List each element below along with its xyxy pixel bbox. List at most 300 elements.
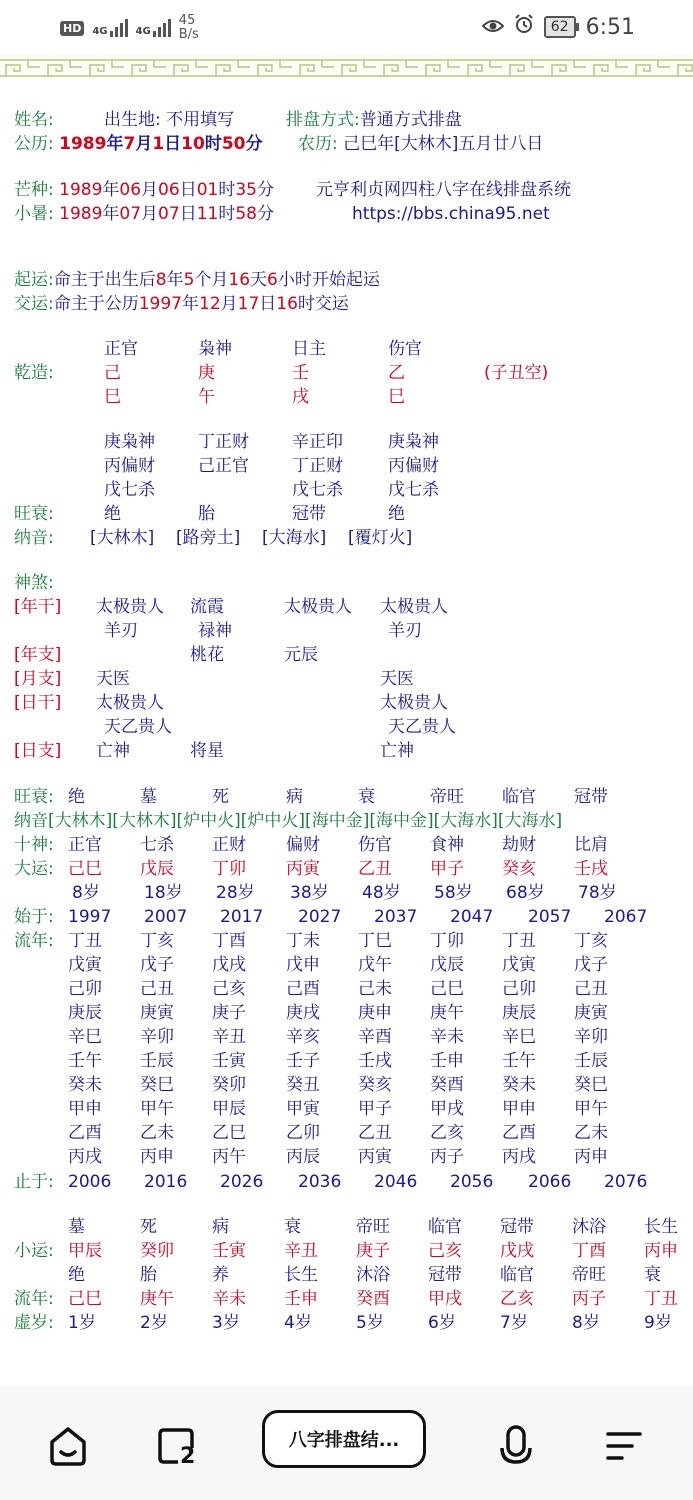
liunian-ganzhi: 癸未 <box>502 1075 536 1095</box>
dayun-ganzhi: 壬戌 <box>574 859 608 879</box>
xiaoyun-state: 绝 <box>68 1265 85 1285</box>
xiaoyun-state: 沐浴 <box>356 1265 390 1285</box>
xiaoyun-label: 小运: <box>14 1241 54 1261</box>
home-icon <box>46 1424 90 1468</box>
xiaoyun-state: 帝旺 <box>356 1217 390 1237</box>
pillar-branch: 戌 <box>292 387 309 407</box>
battery-level: 62 <box>550 19 569 35</box>
xiaoyun-state: 冠带 <box>500 1217 534 1237</box>
shensha-item: 禄神 <box>198 621 232 641</box>
dayun-end-year: 2046 <box>374 1172 418 1192</box>
liunian-ganzhi: 辛丑 <box>212 1027 246 1047</box>
dayun-start-year: 2057 <box>528 907 572 927</box>
hidden-stem: 丁正财 <box>292 456 343 476</box>
liunian-ganzhi: 庚戌 <box>286 1003 320 1023</box>
dayun-end-year: 2016 <box>144 1172 188 1192</box>
shensha-item: 羊刃 <box>104 621 138 641</box>
liunian-ganzhi: 庚辰 <box>502 1003 536 1023</box>
liunian-ganzhi: 癸丑 <box>286 1075 320 1095</box>
shensha-item: 天医 <box>96 669 130 689</box>
speed-unit: B/s <box>178 27 199 42</box>
dayun-start-year: 2017 <box>220 907 264 927</box>
liunian-ganzhi: 壬戌 <box>358 1051 392 1071</box>
liunian-ganzhi: 己亥 <box>212 979 246 999</box>
liunian-ganzhi: 乙巳 <box>212 1123 246 1143</box>
unit: 日 <box>179 180 197 200</box>
liunian-ganzhi: 壬辰 <box>574 1051 608 1071</box>
pillar-stem: 庚 <box>198 363 215 383</box>
menu-button[interactable] <box>600 1422 648 1470</box>
dayun-age: 58岁 <box>434 883 473 903</box>
liunian-ganzhi: 庚申 <box>358 1003 392 1023</box>
pillar-stem: 乙 <box>388 363 405 383</box>
shensha-item: 亡神 <box>380 741 414 761</box>
qianzao-label: 乾造: <box>14 363 54 383</box>
xiaoyun-liunian: 丙子 <box>572 1289 606 1309</box>
site-url-link[interactable]: https://bbs.china95.net <box>352 204 550 224</box>
xiaoyun-liunian: 庚午 <box>140 1289 174 1309</box>
pillar-nayin: [大海水] <box>262 528 327 548</box>
menu-icon <box>602 1424 646 1468</box>
liunian-ganzhi: 癸亥 <box>358 1075 392 1095</box>
mangzhong-label: 芒种: <box>14 180 54 200</box>
end-label: 止于: <box>14 1172 54 1192</box>
unit: 月 <box>141 204 159 224</box>
liunian-ganzhi: 辛卯 <box>140 1027 174 1047</box>
unit: 个月 <box>194 270 229 290</box>
hidden-stem: 丙偏财 <box>388 456 439 476</box>
xusui-age: 5岁 <box>356 1313 384 1333</box>
xiaoyun-state: 胎 <box>140 1265 157 1285</box>
liunian-ganzhi: 癸巳 <box>574 1075 608 1095</box>
shensha-item: 天乙贵人 <box>104 717 172 737</box>
liunian-ganzhi: 己酉 <box>286 979 320 999</box>
xiaoyun-ganzhi: 己亥 <box>428 1241 462 1261</box>
xiaoyun-liunian-label: 流年: <box>14 1289 54 1309</box>
liunian-ganzhi: 辛巳 <box>502 1027 536 1047</box>
xiaoyun-ganzhi: 庚子 <box>356 1241 390 1261</box>
network-type-1: 4G <box>92 26 108 37</box>
mangzhong-row <box>14 179 274 201</box>
shensha-item: 太极贵人 <box>96 597 164 617</box>
dayun-age: 78岁 <box>578 883 617 903</box>
xusui-age: 7岁 <box>500 1313 528 1333</box>
name-label: 姓名: <box>14 110 54 130</box>
dayun-wangshuai-label: 旺衰: <box>14 787 54 807</box>
dayun-shishen: 正官 <box>68 835 102 855</box>
dayun-ganzhi: 丁卯 <box>212 859 246 879</box>
signal-2 <box>136 19 171 37</box>
status-bar <box>0 0 693 56</box>
hidden-stem: 戊七杀 <box>292 480 343 500</box>
voice-button[interactable] <box>492 1422 540 1470</box>
network-type-2: 4G <box>135 26 151 37</box>
shensha-item: 天乙贵人 <box>388 717 456 737</box>
unit: 时 <box>218 204 236 224</box>
liunian-ganzhi: 丁未 <box>286 931 320 951</box>
liunian-ganzhi: 乙未 <box>574 1123 608 1143</box>
signal-1 <box>92 19 127 37</box>
tabs-button[interactable] <box>152 1422 200 1470</box>
dayun-shishen: 伤官 <box>358 835 392 855</box>
shensha-item: 将星 <box>190 741 224 761</box>
solar-year: 1989 <box>59 134 107 154</box>
unit: 年 <box>102 204 120 224</box>
shishen-label: 十神: <box>14 835 54 855</box>
dayun-shishen: 七杀 <box>140 835 174 855</box>
day: 07 <box>158 204 180 224</box>
page-title: 八字排盘结... <box>288 1430 400 1451</box>
page-title-button[interactable] <box>262 1410 426 1468</box>
dayun-label: 大运: <box>14 859 54 879</box>
liunian-ganzhi: 甲午 <box>140 1099 174 1119</box>
name-row <box>14 109 54 131</box>
liunian-ganzhi: 己未 <box>358 979 392 999</box>
pillar-wangshuai: 绝 <box>388 504 405 524</box>
liunian-ganzhi: 丙午 <box>212 1147 246 1167</box>
unit: 年 <box>102 180 120 200</box>
dayun-age: 8岁 <box>72 883 100 903</box>
unit: 年 <box>182 294 199 314</box>
dayun-ganzhi: 乙丑 <box>358 859 392 879</box>
microphone-icon <box>494 1424 538 1468</box>
xusui-age: 6岁 <box>428 1313 456 1333</box>
liunian-ganzhi: 己丑 <box>140 979 174 999</box>
unit: 日 <box>259 294 277 314</box>
liunian-ganzhi: 丁酉 <box>212 931 246 951</box>
liunian-ganzhi: 丙寅 <box>358 1147 392 1167</box>
liunian-ganzhi: 乙酉 <box>502 1123 536 1143</box>
dayun-end-year: 2006 <box>68 1172 112 1192</box>
xusui-age: 3岁 <box>212 1313 240 1333</box>
method-value: 普通方式排盘 <box>359 110 462 130</box>
xiaoyun-state: 衰 <box>284 1217 301 1237</box>
hour: 01 <box>196 180 219 200</box>
unit: 月 <box>141 180 159 200</box>
hd-icon: HD <box>60 21 84 36</box>
pillar-nayin-label: 纳音: <box>14 528 54 548</box>
liunian-ganzhi: 辛巳 <box>68 1027 102 1047</box>
unit: 时 <box>218 180 236 200</box>
battery-icon <box>544 16 576 38</box>
hidden-stem: 丙偏财 <box>104 456 155 476</box>
liunian-ganzhi: 丙戌 <box>68 1147 102 1167</box>
day: 06 <box>158 180 180 200</box>
liunian-ganzhi: 庚辰 <box>68 1003 102 1023</box>
liunian-ganzhi: 辛酉 <box>358 1027 392 1047</box>
pillar-stem: 壬 <box>292 363 309 383</box>
xusui-age: 2岁 <box>140 1313 168 1333</box>
liunian-ganzhi: 戊寅 <box>68 955 102 975</box>
pillar-nayin: [大林木] <box>90 528 155 548</box>
pillar-wangshuai: 冠带 <box>292 504 326 524</box>
dayun-shishen: 偏财 <box>286 835 320 855</box>
unit: 日 <box>179 204 197 224</box>
signal-bars-icon <box>110 19 128 37</box>
pillar-tengod: 正官 <box>104 339 138 359</box>
qiyun-text: 命主于出生后 <box>53 270 156 290</box>
xiaoyun-ganzhi: 壬寅 <box>212 1241 246 1261</box>
shensha-row-label: [年支] <box>14 645 62 665</box>
liunian-ganzhi: 甲辰 <box>212 1099 246 1119</box>
liunian-label: 流年: <box>14 931 54 951</box>
liunian-ganzhi: 丁丑 <box>502 931 536 951</box>
shensha-row-label: [日支] <box>14 741 62 761</box>
pillar-tengod: 伤官 <box>388 339 422 359</box>
dayun-wangshuai: 绝 <box>68 787 85 807</box>
method-label: 排盘方式: <box>286 110 360 130</box>
browser-bottom-bar <box>0 1386 693 1500</box>
liunian-ganzhi: 甲午 <box>574 1099 608 1119</box>
xiaoyun-state: 临官 <box>500 1265 534 1285</box>
xusui-age: 1岁 <box>68 1313 96 1333</box>
clock: 6:51 <box>585 14 635 40</box>
hidden-stem: 丁正财 <box>198 432 249 452</box>
liunian-ganzhi: 己丑 <box>574 979 608 999</box>
xiaoyun-ganzhi: 丙申 <box>644 1241 678 1261</box>
liunian-ganzhi: 庚午 <box>430 1003 464 1023</box>
xusui-label: 虚岁: <box>14 1313 54 1333</box>
dayun-end-year: 2026 <box>220 1172 264 1192</box>
shensha-row-label: [日干] <box>14 693 62 713</box>
hidden-stem: 戊七杀 <box>388 480 439 500</box>
qiyun-years: 8 <box>155 270 167 290</box>
xiaoyun-liunian: 乙亥 <box>500 1289 534 1309</box>
pillar-tengod: 枭神 <box>198 339 232 359</box>
liunian-ganzhi: 壬申 <box>430 1051 464 1071</box>
site-name: 元亨利贞网四柱八字在线排盘系统 <box>316 180 571 200</box>
liunian-ganzhi: 戊戌 <box>212 955 246 975</box>
lunar-row <box>298 133 543 155</box>
liunian-ganzhi: 戊寅 <box>502 955 536 975</box>
liunian-ganzhi: 戊子 <box>574 955 608 975</box>
qiyun-row <box>14 269 380 291</box>
liunian-ganzhi: 戊午 <box>358 955 392 975</box>
network-speed <box>179 14 199 42</box>
liunian-ganzhi: 辛亥 <box>286 1027 320 1047</box>
liunian-ganzhi: 戊辰 <box>430 955 464 975</box>
jiaoyun-hour: 16 <box>276 294 298 314</box>
pillar-nayin: [路旁土] <box>176 528 241 548</box>
xiaoyun-liunian: 甲戌 <box>428 1289 462 1309</box>
liunian-ganzhi: 癸未 <box>68 1075 102 1095</box>
qiyun-label: 起运: <box>14 270 54 290</box>
liunian-ganzhi: 己卯 <box>68 979 102 999</box>
xiaoyun-ganzhi: 癸卯 <box>140 1241 174 1261</box>
hour: 11 <box>196 204 219 224</box>
dayun-ganzhi: 丙寅 <box>286 859 320 879</box>
xiaoyun-ganzhi: 丁酉 <box>572 1241 606 1261</box>
liunian-ganzhi: 乙亥 <box>430 1123 464 1143</box>
solar-hour: 10 <box>181 134 205 154</box>
qiyun-days: 16 <box>228 270 251 290</box>
liunian-ganzhi: 庚寅 <box>140 1003 174 1023</box>
liunian-ganzhi: 甲子 <box>358 1099 392 1119</box>
shensha-item: 羊刃 <box>388 621 422 641</box>
shensha-item: 太极贵人 <box>380 597 448 617</box>
xiaoyun-liunian: 辛未 <box>212 1289 246 1309</box>
liunian-ganzhi: 壬子 <box>286 1051 320 1071</box>
year: 1989 <box>59 204 103 224</box>
hidden-stem: 戊七杀 <box>104 480 155 500</box>
shensha-item: 太极贵人 <box>284 597 352 617</box>
dayun-shishen: 比肩 <box>574 835 608 855</box>
dayun-wangshuai: 冠带 <box>574 787 608 807</box>
xiaoshu-date <box>59 204 274 224</box>
liunian-ganzhi: 庚寅 <box>574 1003 608 1023</box>
shensha-title: 神煞: <box>14 573 54 593</box>
dayun-end-year: 2066 <box>528 1172 572 1192</box>
eye-icon <box>482 15 504 40</box>
qiyun-hours: 6 <box>267 270 278 290</box>
unit: 分 <box>256 204 274 224</box>
shensha-item: 亡神 <box>96 741 130 761</box>
shensha-item: 天医 <box>380 669 414 689</box>
liunian-ganzhi: 辛未 <box>430 1027 464 1047</box>
solar-minute: 50 <box>221 134 246 154</box>
liunian-ganzhi: 癸巳 <box>140 1075 174 1095</box>
xiaoyun-state: 沐浴 <box>572 1217 606 1237</box>
xiaoyun-liunian: 丁丑 <box>644 1289 678 1309</box>
pillar-wangshuai: 胎 <box>198 504 215 524</box>
unit: 日 <box>164 134 182 154</box>
xiaoyun-ganzhi: 甲辰 <box>68 1241 102 1261</box>
liunian-ganzhi: 丁巳 <box>358 931 392 951</box>
start-label: 始于: <box>14 907 54 927</box>
xiaoyun-liunian: 己巳 <box>68 1289 102 1309</box>
qiyun-text-end: 小时开始起运 <box>277 270 380 290</box>
liunian-ganzhi: 庚子 <box>212 1003 246 1023</box>
dayun-ganzhi: 甲子 <box>430 859 464 879</box>
dayun-shishen: 正财 <box>212 835 246 855</box>
dayun-start-year: 2027 <box>298 907 342 927</box>
liunian-ganzhi: 壬寅 <box>212 1051 246 1071</box>
shensha-item: 太极贵人 <box>380 693 448 713</box>
hidden-stem: 庚枭神 <box>388 432 439 452</box>
liunian-ganzhi: 甲寅 <box>286 1099 320 1119</box>
hidden-stem: 庚枭神 <box>104 432 155 452</box>
xiaoyun-state: 死 <box>140 1217 157 1237</box>
xiaoyun-liunian: 壬申 <box>284 1289 318 1309</box>
jiaoyun-text-end: 时交运 <box>297 294 349 314</box>
method-row <box>286 109 462 131</box>
home-button[interactable] <box>44 1422 92 1470</box>
dayun-age: 68岁 <box>506 883 545 903</box>
liunian-ganzhi: 己巳 <box>430 979 464 999</box>
year: 1989 <box>59 180 103 200</box>
jiaoyun-text: 命主于公历 <box>53 294 139 314</box>
liunian-ganzhi: 丁亥 <box>574 931 608 951</box>
jiaoyun-day: 17 <box>237 294 260 314</box>
jiaoyun-row <box>14 293 349 315</box>
dayun-age: 18岁 <box>144 883 183 903</box>
liunian-ganzhi: 乙未 <box>140 1123 174 1143</box>
solar-date-row <box>14 133 263 155</box>
liunian-ganzhi: 乙酉 <box>68 1123 102 1143</box>
qiyun-months: 5 <box>183 270 195 290</box>
liunian-ganzhi: 癸酉 <box>430 1075 464 1095</box>
pillar-nayin: [覆灯火] <box>348 528 413 548</box>
month: 07 <box>119 204 142 224</box>
liunian-ganzhi: 丁亥 <box>140 931 174 951</box>
unit: 分 <box>245 134 263 154</box>
shensha-item: 太极贵人 <box>96 693 164 713</box>
lunar-label: 农历: <box>298 134 338 154</box>
hidden-stem: 辛正印 <box>292 432 343 452</box>
shensha-row-label: [年干] <box>14 597 62 617</box>
unit: 天 <box>250 270 268 290</box>
dayun-start-year: 2007 <box>144 907 188 927</box>
jiaoyun-label: 交运: <box>14 294 54 314</box>
dayun-start-year: 1997 <box>68 907 112 927</box>
dayun-wangshuai: 死 <box>212 787 229 807</box>
pillar-tengod: 日主 <box>292 339 326 359</box>
pillar-wangshuai-label: 旺衰: <box>14 504 54 524</box>
jiaoyun-month: 12 <box>199 294 221 314</box>
xiaoyun-state: 病 <box>212 1217 229 1237</box>
mangzhong-date <box>59 180 274 200</box>
liunian-ganzhi: 丙辰 <box>286 1147 320 1167</box>
minute: 58 <box>235 204 257 224</box>
alarm-icon <box>514 14 534 40</box>
xiaoshu-row <box>14 203 274 225</box>
pillar-wangshuai: 绝 <box>104 504 121 524</box>
dayun-age: 28岁 <box>216 883 255 903</box>
dayun-wangshuai: 衰 <box>358 787 375 807</box>
birthplace: 出生地: 不用填写 <box>104 110 235 130</box>
xiaoyun-state: 帝旺 <box>572 1265 606 1285</box>
solar-day: 1 <box>152 134 165 154</box>
hidden-stem: 己正官 <box>198 456 249 476</box>
liunian-ganzhi: 丙戌 <box>502 1147 536 1167</box>
xiaoyun-state: 长生 <box>284 1265 318 1285</box>
dayun-age: 38岁 <box>290 883 329 903</box>
liunian-ganzhi: 甲戌 <box>430 1099 464 1119</box>
xusui-age: 8岁 <box>572 1313 600 1333</box>
liunian-ganzhi: 乙卯 <box>286 1123 320 1143</box>
xiaoyun-state: 养 <box>212 1265 229 1285</box>
liunian-ganzhi: 戊子 <box>140 955 174 975</box>
tab-count: 2 <box>180 1444 196 1469</box>
decorative-border <box>0 54 693 78</box>
xiaoyun-ganzhi: 辛丑 <box>284 1241 318 1261</box>
dayun-start-year: 2067 <box>604 907 648 927</box>
liunian-ganzhi: 壬午 <box>502 1051 536 1071</box>
xiaoyun-state: 墓 <box>68 1217 85 1237</box>
xiaoyun-liunian: 癸酉 <box>356 1289 390 1309</box>
lunar-value: 己巳年[大林木]五月廿八日 <box>343 134 544 154</box>
dayun-wangshuai: 临官 <box>502 787 536 807</box>
minute: 35 <box>235 180 257 200</box>
shensha-item: 流霞 <box>190 597 224 617</box>
kong-value: (子丑空) <box>484 363 549 383</box>
signal-bars-icon <box>153 19 171 37</box>
pillar-stem: 己 <box>104 363 121 383</box>
dayun-start-year: 2047 <box>450 907 494 927</box>
liunian-ganzhi: 甲申 <box>502 1099 536 1119</box>
xusui-age: 4岁 <box>284 1313 312 1333</box>
speed-value: 45 <box>178 13 196 28</box>
xiaoshu-label: 小暑: <box>14 204 54 224</box>
dayun-ganzhi: 己巳 <box>68 859 102 879</box>
dayun-shishen: 劫财 <box>502 835 536 855</box>
dayun-nayin-line: 纳音[大林木][大林木][炉中火][炉中火][海中金][海中金][大海水][大海水] <box>14 811 563 831</box>
unit: 年 <box>166 270 184 290</box>
shensha-row-label: [月支] <box>14 669 62 689</box>
xusui-age: 9岁 <box>644 1313 672 1333</box>
shensha-item: 桃花 <box>190 645 224 665</box>
unit: 时 <box>204 134 222 154</box>
